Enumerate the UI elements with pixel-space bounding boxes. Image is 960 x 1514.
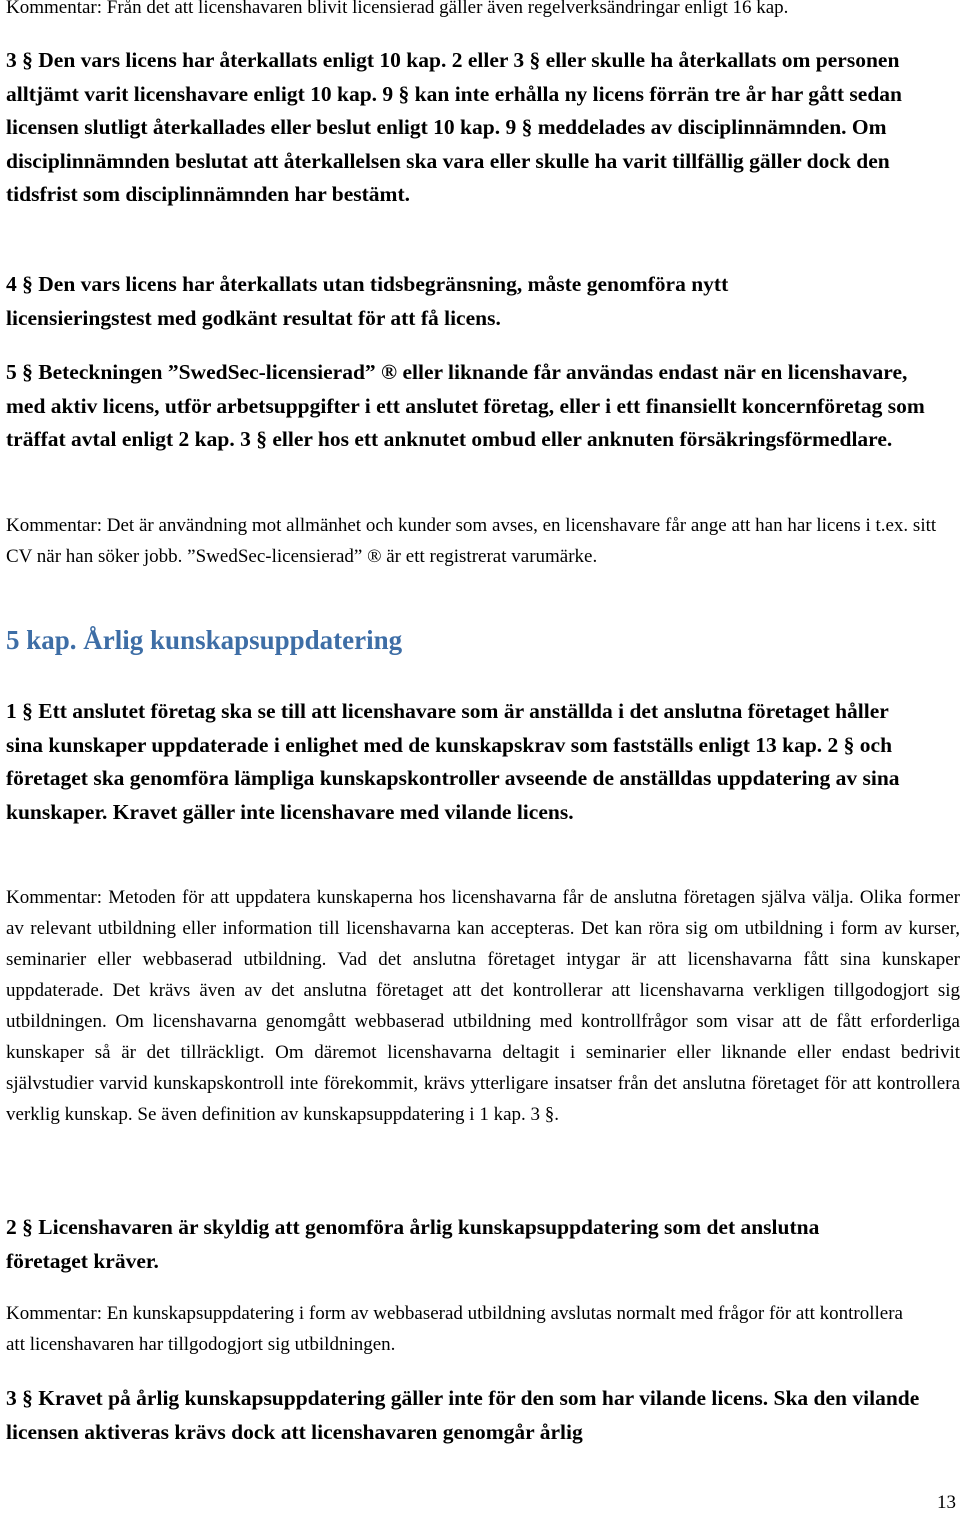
comment-web-training: Kommentar: En kunskapsuppdatering i form av webbaserad utbildning avslutas normalt med frågor för att kontrollera att licenshavaren har tillgodogjort sig utbildningen. — [6, 1303, 903, 1355]
chapter-5-heading: 5 kap. Årlig kunskapsuppdatering — [6, 625, 403, 655]
comment-trademark-usage: Kommentar: Det är användning mot allmänhet och kunder som avses, en licenshavare får ange att han har licens i t.ex. sitt CV när han söker jobb. ”SwedSec-licensierad” ® är ett registrerat varumärke. — [6, 515, 937, 567]
page-number: 13 — [937, 1492, 956, 1513]
section-2-licensee-obligation: 2 § Licenshavaren är skyldig att genomföra årlig kunskapsuppdatering som det anslutna företaget kräver. — [6, 1215, 820, 1273]
comment-update-methods: Kommentar: Metoden för att uppdatera kunskaperna hos licenshavarna får de anslutna företagen själva välja. Olika former av relevant utbildning eller information till licenshavarna kan accepteras. Det kan röra sig om utbildning i form av kurser, seminarier eller webbaserad utbildning. Vad det anslutna företaget intygar är att licenshavarna fått sina kunskaper uppdaterade. Det krävs även av det anslutna företaget att det kontrollerar att licenshavarna verkligen tillgodogjort sig utbildningen. Om licenshavarna genomgått webbaserad utbildning med kontrollfrågor som visar att de fått erforderliga kunskaper så är det tillräckligt. Om däremot licenshavarna deltagit i seminarier eller liknande eller endast bedrivit självstudier varvid kunskapskontroll inte förekommit, krävs ytterligare insatser från det anslutna företaget för att kontrollera verklig kunskap. Se även definition av kunskapsuppdatering i 1 kap. 3 §. — [6, 887, 960, 1125]
section-3-revoked-license: 3 § Den vars licens har återkallats enligt 10 kap. 2 eller 3 § eller skulle ha återkallats om personen alltjämt varit licenshavare enligt 10 kap. 9 § kan inte erhålla ny licens förrän tre år har gått sedan licensen slutligt återkallades eller beslut enligt 10 kap. 9 § meddelades av disciplinnämnden. Om disciplinnämnden beslutat att återkallelsen ska vara eller skulle ha varit tillfällig gäller dock den tidsfrist som disciplinnämnden har bestämt. — [6, 48, 902, 206]
section-1-company-obligation: 1 § Ett anslutet företag ska se till att licenshavare som är anställda i det anslutna företaget håller sina kunskaper uppdaterade i enlighet med de kunskapskrav som fastställs enligt 13 kap. 2 § och företaget ska genomföra lämpliga kunskapskontroller avseende de anställdas uppdatering av sina kunskaper. Kravet gäller inte licenshavare med vilande licens. — [6, 699, 900, 824]
comment-license-rule-changes: Kommentar: Från det att licenshavaren blivit licensierad gäller även regelverksändringar enligt 16 kap. — [6, 0, 789, 18]
section-4-new-licensing-test: 4 § Den vars licens har återkallats utan tidsbegränsning, måste genomföra nytt licensieringstest med godkänt resultat för att få licens. — [6, 272, 729, 330]
section-5-swedsec-designation: 5 § Beteckningen ”SwedSec-licensierad” ® eller liknande får användas endast när en licenshavare, med aktiv licens, utför arbetsuppgifter i ett anslutet företag, eller i ett finansiellt koncernföretag som träffat avtal enligt 2 kap. 3 § eller hos ett anknutet ombud eller anknuten försäkringsförmedlare. — [6, 360, 925, 451]
section-3-dormant-license: 3 § Kravet på årlig kunskapsuppdatering gäller inte för den som har vilande licens. Ska den vilande licensen aktiveras krävs dock att licenshavaren genomgår årlig — [6, 1386, 920, 1444]
